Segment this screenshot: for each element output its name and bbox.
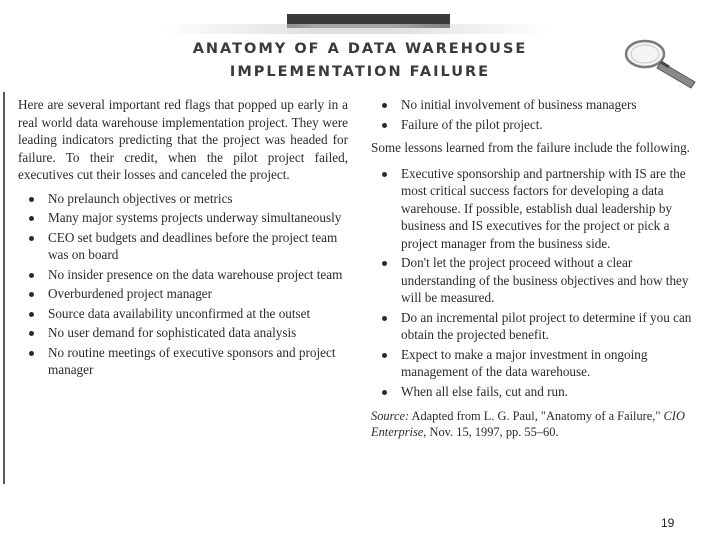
list-item: Many major systems projects underway simultaneously [18, 209, 348, 227]
list-item: Don't let the project proceed without a clear understanding of the business objectives and how they will be measured. [371, 254, 702, 307]
list-item: Overburdened project manager [18, 285, 348, 303]
red-flags-list-continued [371, 96, 702, 133]
list-item: Source data availability unconfirmed at the outset [18, 305, 348, 323]
intro-paragraph: Here are several important red flags that popped up early in a real world data warehouse implementation project. They were leading indicators predicting that the project was headed for failure. To their credit, when the pilot project failed, executives cut their losses and canceled the project. [18, 97, 348, 182]
list-item: When all else fails, cut and run. [371, 383, 702, 401]
scan-edge-line [3, 92, 5, 484]
source-text: Adapted from L. G. Paul, "Anatomy of a Failure," [411, 409, 661, 423]
lessons-intro: Some lessons learned from the failure include the following. [371, 140, 690, 155]
page-number: 19 [661, 516, 675, 530]
list-item: Executive sponsorship and partnership with IS are the most critical success factors for developing a data warehouse. If possible, establish dual leadership by business and IS executives for the project or pick a project manager from the business side. [371, 165, 702, 253]
source-citation [371, 408, 702, 440]
page-title-line1: ANATOMY OF A DATA WAREHOUSE [192, 41, 528, 57]
list-item: CEO set budgets and deadlines before the project team was on board [18, 229, 348, 264]
red-flags-list [18, 190, 348, 379]
list-item: Failure of the pilot project. [371, 116, 702, 134]
lessons-list [371, 165, 702, 401]
list-item: No prelaunch objectives or metrics [18, 190, 348, 208]
right-column [371, 96, 702, 440]
magnifying-glass-icon [621, 36, 701, 96]
list-item: No routine meetings of executive sponsors and project manager [18, 344, 348, 379]
list-item: Do an incremental pilot project to determine if you can obtain the projected benefit. [371, 309, 702, 344]
page-title-line2: IMPLEMENTATION FAILURE [229, 64, 491, 80]
cropped-header-shadow [160, 24, 550, 34]
list-item: No user demand for sophisticated data analysis [18, 324, 348, 342]
source-label: Source: [371, 409, 410, 423]
list-item: Expect to make a major investment in ongoing management of the data warehouse. [371, 346, 702, 381]
source-date: Nov. 15, 1997, pp. 55–60. [429, 425, 559, 439]
list-item: No insider presence on the data warehouse project team [18, 266, 348, 284]
left-column [18, 96, 348, 385]
list-item: No initial involvement of business managers [371, 96, 702, 114]
source-magazine: CIO Enterprise, [371, 409, 685, 439]
